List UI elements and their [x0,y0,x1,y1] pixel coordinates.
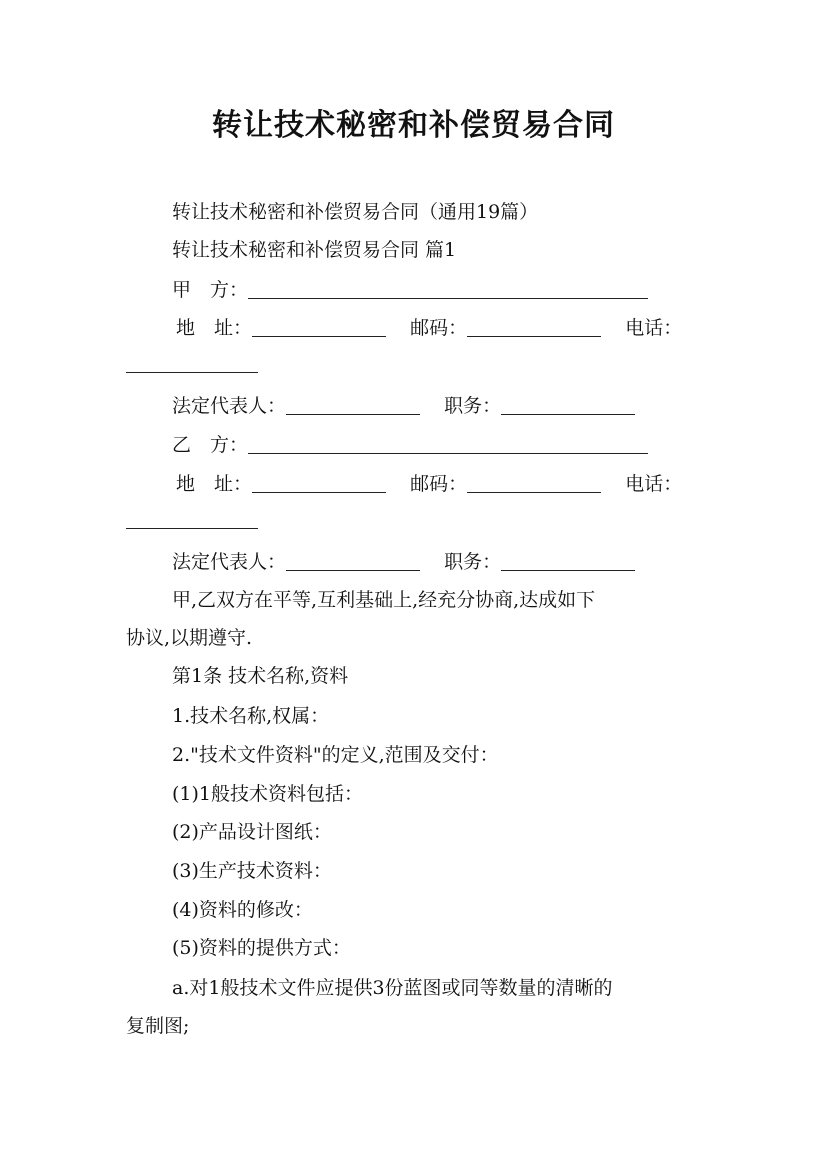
party-a-label: 甲 方： [172,279,249,301]
party-b-label: 乙 方： [172,434,249,456]
postcode-blank [467,318,601,337]
position-label: 职务： [444,395,502,417]
section-heading: 转让技术秘密和补偿贸易合同 篇1 [172,239,457,261]
party-b-phone-blank-row [126,508,258,532]
preamble-line-1: 甲,乙双方在平等,互利基础上,经充分协商,达成如下 [172,589,596,611]
position-label: 职务： [444,551,502,573]
page-title: 转让技术秘密和补偿贸易合同 [212,108,615,143]
sub-item-1: (1)1般技术资料包括： [172,783,364,805]
address-label: 地 址： [176,473,253,495]
clause-a-line-2: 复制图; [126,1015,190,1037]
postcode-blank [467,474,601,493]
sub-item-2: (2)产品设计图纸： [172,821,332,843]
party-a-legal-row [172,394,635,418]
party-a-phone-blank-row [126,352,258,376]
clause-a-line-1: a.对1般技术文件应提供3份蓝图或同等数量的清晰的 [172,977,613,999]
preamble-line-2: 协议,以期遵守. [126,627,253,649]
party-a-blank [248,280,648,299]
legal-rep-blank [286,396,420,415]
postcode-label: 邮码： [410,317,468,339]
address-blank [252,474,386,493]
legal-rep-label: 法定代表人： [172,395,287,417]
phone-blank [126,354,258,373]
sub-item-3: (3)生产技术资料： [172,860,332,882]
phone-blank [126,510,258,529]
position-blank [501,552,635,571]
postcode-label: 邮码： [410,473,468,495]
address-label: 地 址： [176,317,253,339]
item-1: 1.技术名称,权属： [172,705,330,727]
party-b-row [172,433,648,457]
party-b-address-row [176,472,682,496]
party-a-address-row [176,316,682,340]
party-a-row [172,278,648,302]
article-1-heading: 第1条 技术名称,资料 [172,665,349,687]
subtitle: 转让技术秘密和补偿贸易合同（通用19篇） [172,201,539,223]
position-blank [501,396,635,415]
party-b-legal-row [172,550,635,574]
party-b-blank [248,435,648,454]
legal-rep-label: 法定代表人： [172,551,287,573]
item-2: 2."技术文件资料"的定义,范围及交付： [172,744,499,766]
sub-item-5: (5)资料的提供方式： [172,937,351,959]
phone-label: 电话： [625,317,683,339]
sub-item-4: (4)资料的修改： [172,899,313,921]
legal-rep-blank [286,552,420,571]
phone-label: 电话： [625,473,683,495]
address-blank [252,318,386,337]
